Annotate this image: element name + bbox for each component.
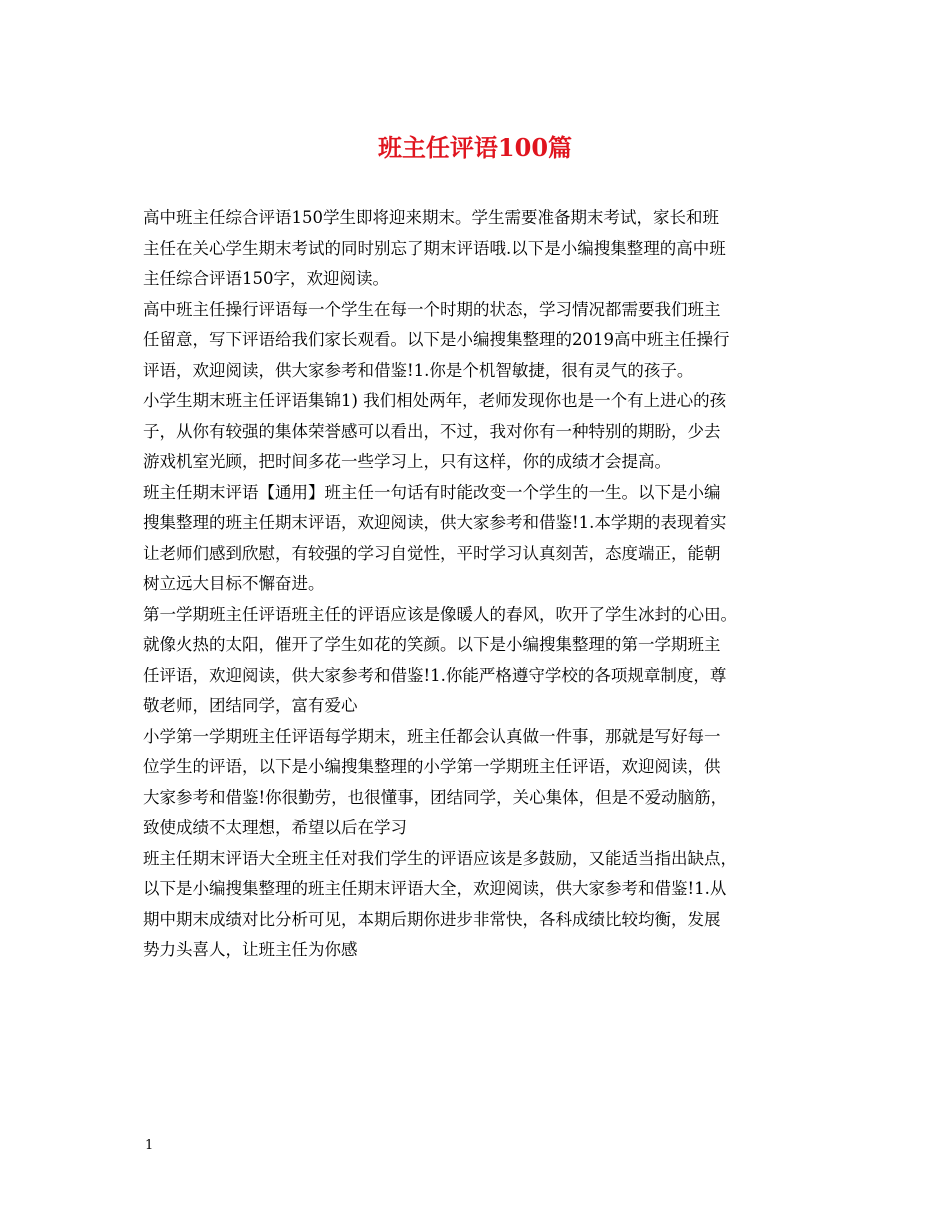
text-line: 第一学期班主任评语班主任的评语应该是像暖人的春风，吹开了学生冰封的心田。 (143, 604, 737, 624)
text-line: 以下是小编搜集整理的班主任期末评语大全，欢迎阅读，供大家参考和借鉴!1.从 (143, 879, 727, 898)
text-line: 主任在关心学生期末考试的同时别忘了期末评语哦.以下是小编搜集整理的高中班 (143, 238, 726, 258)
text-line: 就像火热的太阳，催开了学生如花的笑颜。以下是小编搜集整理的第一学期班主 (143, 635, 721, 654)
text-line: 任评语，欢迎阅读，供大家参考和借鉴!1.你能严格遵守学校的各项规章制度，尊 (143, 665, 727, 685)
text-line: 小学生期末班主任评语集锦1) 我们相处两年，老师发现你也是一个有上进心的孩 (143, 391, 727, 410)
paragraph (143, 600, 823, 722)
text-line: 大家参考和借鉴!你很勤劳，也很懂事，团结同学，关心集体，但是不爱动脑筋， (143, 787, 728, 807)
text-line: 让老师们感到欣慰，有较强的学习自觉性，平时学习认真刻苦，态度端正，能朝 (143, 543, 721, 563)
document-body (143, 203, 823, 966)
text-line: 评语，欢迎阅读，供大家参考和借鉴!1.你是个机智敏捷，很有灵气的孩子。 (143, 360, 694, 380)
paragraph (143, 478, 823, 600)
text-line: 小学第一学期班主任评语每学期末，班主任都会认真做一件事，那就是写好每一 (143, 726, 721, 746)
text-line: 敬老师，团结同学，富有爱心 (143, 696, 358, 715)
text-line: 主任综合评语150字，欢迎阅读。 (143, 269, 389, 288)
text-line: 期中期末成绩对比分析可见，本期后期你进步非常快，各科成绩比较均衡，发展 (143, 909, 721, 929)
text-line: 树立远大目标不懈奋进。 (143, 574, 325, 593)
paragraph (143, 722, 823, 844)
paragraph (143, 295, 823, 387)
text-line: 班主任期末评语大全班主任对我们学生的评语应该是多鼓励，又能适当指出缺点， (143, 848, 737, 868)
paragraph (143, 844, 823, 966)
text-line: 任留意，写下评语给我们家长观看。以下是小编搜集整理的2019高中班主任操行 (143, 330, 730, 349)
text-line: 致使成绩不太理想，希望以后在学习 (143, 818, 407, 837)
document-title: 班主任评语100篇 (377, 133, 573, 162)
text-line: 搜集整理的班主任期末评语，欢迎阅读，供大家参考和借鉴!1.本学期的表现着实 (143, 513, 727, 532)
text-line: 高中班主任操行评语每一个学生在每一个时期的状态，学习情况都需要我们班主 (143, 299, 721, 319)
text-line: 班主任期末评语【通用】班主任一句话有时能改变一个学生的一生。以下是小编 (143, 482, 721, 502)
text-line: 高中班主任综合评语150学生即将迎来期末。学生需要准备期末考试，家长和班 (143, 208, 719, 227)
text-line: 位学生的评语，以下是小编搜集整理的小学第一学期班主任评语，欢迎阅读，供 (143, 757, 721, 776)
paragraph (143, 203, 823, 295)
text-line: 游戏机室光顾，把时间多花一些学习上，只有这样，你的成绩才会提高。 (143, 452, 671, 471)
paragraph (143, 386, 823, 478)
page-number: 1 (145, 1138, 154, 1153)
text-line: 子，从你有较强的集体荣誉感可以看出，不过，我对你有一种特别的期盼，少去 (143, 421, 721, 441)
text-line: 势力头喜人，让班主任为你感 (143, 940, 358, 959)
